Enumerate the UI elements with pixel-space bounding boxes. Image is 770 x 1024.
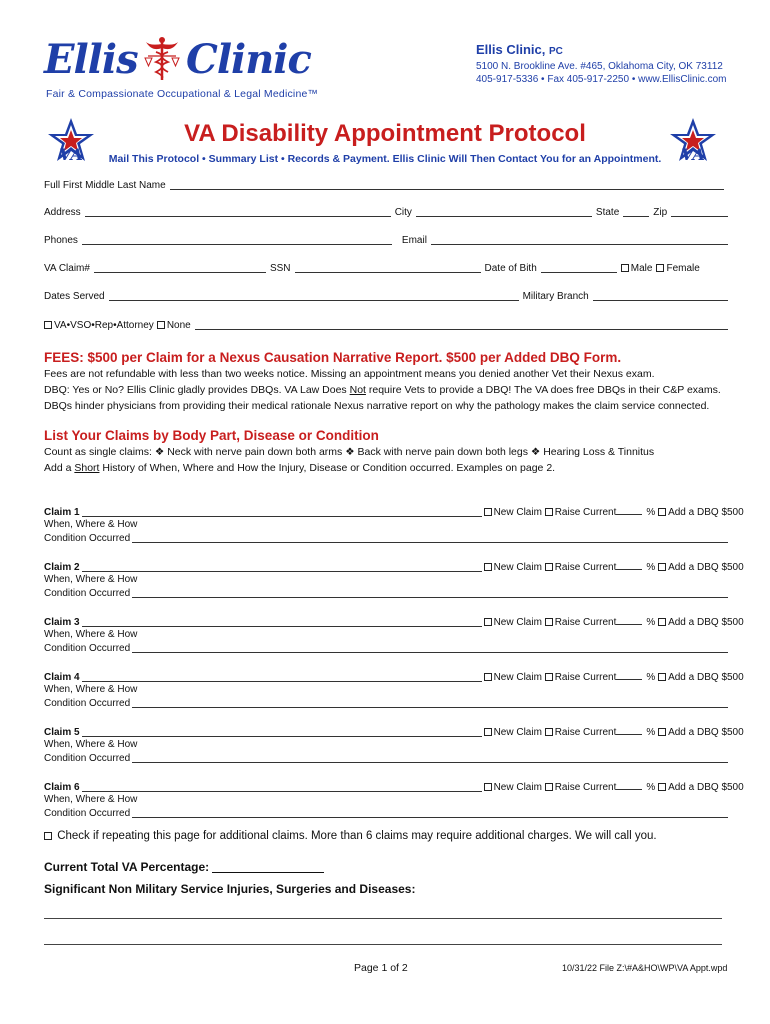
claim-options: New Claim Raise Current % Add a DBQ $500 bbox=[484, 671, 744, 683]
none-checkbox[interactable] bbox=[157, 321, 165, 329]
claim-block bbox=[44, 726, 744, 770]
fees-line-1: Fees are not refundable with less than two weeks notice. Missing an appointment means you denied another Vet their Nexus exam. bbox=[44, 368, 655, 380]
badge-va-text: VA bbox=[59, 145, 83, 164]
claims-instructions-1: Count as single claims: ❖ Neck with nerve pain down both arms ❖ Back with nerve pain down both legs ❖ Hearing Loss & Tinnitus bbox=[44, 446, 655, 458]
add-dbq-checkbox[interactable] bbox=[658, 563, 666, 571]
phones-field[interactable] bbox=[82, 236, 392, 245]
current-va-percentage-field[interactable] bbox=[212, 861, 324, 873]
condition-label: Condition Occurred bbox=[44, 698, 131, 709]
raise-current-checkbox[interactable] bbox=[545, 728, 553, 736]
claim-description-field[interactable] bbox=[82, 508, 482, 517]
claim-description-field[interactable] bbox=[82, 563, 482, 572]
raise-current-checkbox[interactable] bbox=[545, 508, 553, 516]
raise-current-checkbox[interactable] bbox=[545, 563, 553, 571]
claim-block bbox=[44, 506, 744, 550]
dates-served-field[interactable] bbox=[109, 292, 519, 301]
va-claim-label: VA Claim# bbox=[44, 263, 90, 274]
logo-word-ellis: Ellis bbox=[44, 36, 138, 83]
claim-block bbox=[44, 561, 744, 605]
claim-options: New Claim Raise Current % Add a DBQ $500 bbox=[484, 616, 744, 628]
representation-field[interactable] bbox=[195, 321, 728, 330]
new-claim-option[interactable]: New Claim bbox=[484, 672, 542, 683]
zip-label: Zip bbox=[653, 207, 668, 218]
add-dbq-option[interactable]: Add a DBQ $500 bbox=[658, 782, 744, 793]
email-label: Email bbox=[401, 235, 427, 246]
condition-label: Condition Occurred bbox=[44, 533, 131, 544]
claim-options: New Claim Raise Current % Add a DBQ $500 bbox=[484, 506, 744, 518]
raise-percent-field[interactable] bbox=[616, 616, 642, 625]
phones-row bbox=[44, 235, 728, 246]
raise-percent-field[interactable] bbox=[616, 781, 642, 790]
military-branch-field[interactable] bbox=[593, 292, 728, 301]
claim-header-row bbox=[44, 726, 744, 738]
new-claim-option[interactable]: New Claim bbox=[484, 782, 542, 793]
page-title: VA Disability Appointment Protocol bbox=[184, 120, 586, 147]
page-subtitle: Mail This Protocol • Summary List • Records & Payment. Ellis Clinic Will Then Contact You for an Appointment. bbox=[108, 153, 662, 165]
add-dbq-checkbox[interactable] bbox=[658, 508, 666, 516]
raise-current-option[interactable]: Raise Current bbox=[545, 672, 617, 683]
page-number: Page 1 of 2 bbox=[354, 962, 408, 974]
male-checkbox[interactable] bbox=[621, 264, 629, 272]
add-dbq-option[interactable]: Add a DBQ $500 bbox=[658, 507, 744, 518]
state-label: State bbox=[595, 207, 620, 218]
ssn-label: SSN bbox=[269, 263, 291, 274]
clinic-contact-block bbox=[476, 42, 736, 85]
when-where-label: When, Where & How bbox=[44, 574, 138, 585]
condition-row bbox=[44, 588, 728, 599]
raise-current-option[interactable]: Raise Current bbox=[545, 727, 617, 738]
add-dbq-option[interactable]: Add a DBQ $500 bbox=[658, 727, 744, 738]
raise-current-checkbox[interactable] bbox=[545, 783, 553, 791]
fees-heading: FEES: $500 per Claim for a Nexus Causation Narrative Report. $500 per Added DBQ Form. bbox=[44, 350, 622, 365]
claim-label: Claim 6 bbox=[44, 782, 80, 793]
when-where-label: When, Where & How bbox=[44, 794, 138, 805]
claim-label: Claim 1 bbox=[44, 507, 80, 518]
repeat-page-option[interactable]: Check if repeating this page for additional claims. More than 6 claims may require additional charges. We will call you. bbox=[44, 830, 657, 842]
claim-description-field[interactable] bbox=[82, 728, 482, 737]
when-where-label: When, Where & How bbox=[44, 684, 138, 695]
claim-description-field[interactable] bbox=[82, 673, 482, 682]
claim-options: New Claim Raise Current % Add a DBQ $500 bbox=[484, 726, 744, 738]
claim-label: Claim 3 bbox=[44, 617, 80, 628]
new-claim-option[interactable]: New Claim bbox=[484, 617, 542, 628]
condition-field[interactable] bbox=[132, 754, 728, 763]
raise-percent-field[interactable] bbox=[616, 506, 642, 515]
male-option[interactable]: Male bbox=[621, 263, 653, 274]
claim-header-row bbox=[44, 781, 744, 793]
condition-field[interactable] bbox=[132, 699, 728, 708]
raise-current-option[interactable]: Raise Current bbox=[545, 562, 617, 573]
city-field[interactable] bbox=[416, 208, 592, 217]
city-label: City bbox=[394, 207, 412, 218]
ellis-clinic-logo bbox=[44, 36, 319, 108]
condition-row bbox=[44, 643, 728, 654]
new-claim-checkbox[interactable] bbox=[484, 728, 492, 736]
claim-header-row bbox=[44, 671, 744, 683]
claim-description-field[interactable] bbox=[82, 783, 482, 792]
clinic-name: Ellis Clinic, PC bbox=[476, 42, 563, 57]
raise-percent-field[interactable] bbox=[616, 726, 642, 735]
condition-field[interactable] bbox=[132, 809, 728, 818]
add-dbq-option[interactable]: Add a DBQ $500 bbox=[658, 562, 744, 573]
file-reference: 10/31/22 File Z:\#A&HO\WP\VA Appt.wpd bbox=[562, 963, 728, 973]
new-claim-checkbox[interactable] bbox=[484, 508, 492, 516]
dob-field[interactable] bbox=[541, 264, 617, 273]
claim-ssn-row bbox=[44, 263, 728, 274]
raise-current-checkbox[interactable] bbox=[545, 618, 553, 626]
condition-field[interactable] bbox=[132, 589, 728, 598]
current-va-percentage: Current Total VA Percentage: bbox=[44, 860, 324, 874]
dates-served-label: Dates Served bbox=[44, 291, 105, 302]
claim-options: New Claim Raise Current % Add a DBQ $500 bbox=[484, 781, 744, 793]
female-option[interactable]: Female bbox=[656, 263, 699, 274]
condition-label: Condition Occurred bbox=[44, 643, 131, 654]
condition-label: Condition Occurred bbox=[44, 753, 131, 764]
logo-tagline: Fair & Compassionate Occupational & Legal Medicine™ bbox=[46, 88, 319, 100]
add-dbq-checkbox[interactable] bbox=[658, 673, 666, 681]
condition-row bbox=[44, 753, 728, 764]
claim-block bbox=[44, 616, 744, 660]
dob-label: Date of Bith bbox=[484, 263, 537, 274]
non-military-heading: Significant Non Military Service Injuries, Surgeries and Diseases: bbox=[44, 882, 416, 896]
claim-label: Claim 5 bbox=[44, 727, 80, 738]
add-dbq-checkbox[interactable] bbox=[658, 728, 666, 736]
ssn-field[interactable] bbox=[295, 264, 481, 273]
add-dbq-option[interactable]: Add a DBQ $500 bbox=[658, 672, 744, 683]
clinic-contact: 405-917-5336 • Fax 405-917-2250 • www.EllisClinic.com bbox=[476, 74, 727, 85]
new-claim-option[interactable]: New Claim bbox=[484, 727, 542, 738]
military-branch-label: Military Branch bbox=[522, 291, 589, 302]
add-dbq-checkbox[interactable] bbox=[658, 618, 666, 626]
logo-word-clinic: Clinic bbox=[186, 36, 311, 83]
raise-percent-field[interactable] bbox=[616, 561, 642, 570]
raise-current-checkbox[interactable] bbox=[545, 673, 553, 681]
representation-row bbox=[44, 320, 728, 331]
address-row bbox=[44, 207, 728, 218]
condition-row bbox=[44, 533, 728, 544]
claim-label: Claim 4 bbox=[44, 672, 80, 683]
zip-field[interactable] bbox=[671, 208, 728, 217]
claim-header-row bbox=[44, 561, 744, 573]
claim-header-row bbox=[44, 506, 744, 518]
raise-percent-field[interactable] bbox=[616, 671, 642, 680]
add-dbq-option[interactable]: Add a DBQ $500 bbox=[658, 617, 744, 628]
state-field[interactable] bbox=[623, 208, 649, 217]
condition-field[interactable] bbox=[132, 644, 728, 653]
claim-label: Claim 2 bbox=[44, 562, 80, 573]
badge-va-text: VA bbox=[681, 145, 705, 164]
clinic-address: 5100 N. Brookline Ave. #465, Oklahoma City, OK 73112 bbox=[476, 61, 723, 72]
add-dbq-checkbox[interactable] bbox=[658, 783, 666, 791]
claim-options: New Claim Raise Current % Add a DBQ $500 bbox=[484, 561, 744, 573]
claims-instructions-2: Add a Short History of When, Where and How the Injury, Disease or Condition occurred. Examples on page 2. bbox=[44, 462, 556, 474]
new-claim-checkbox[interactable] bbox=[484, 783, 492, 791]
fees-line-2: DBQ: Yes or No? Ellis Clinic gladly provides DBQs. VA Law Does Not require Vets to provide a DBQ! The VA does free DBQs in their C&P exams. bbox=[44, 384, 721, 396]
new-claim-checkbox[interactable] bbox=[484, 618, 492, 626]
new-claim-option[interactable]: New Claim bbox=[484, 507, 542, 518]
claim-block bbox=[44, 781, 744, 825]
caduceus-icon bbox=[142, 36, 182, 82]
raise-current-option[interactable]: Raise Current bbox=[545, 782, 617, 793]
full-name-row bbox=[44, 180, 728, 191]
non-military-line-1[interactable] bbox=[44, 918, 722, 919]
new-claim-checkbox[interactable] bbox=[484, 673, 492, 681]
claim-header-row bbox=[44, 616, 744, 628]
phones-label: Phones bbox=[44, 235, 78, 246]
repeat-page-checkbox[interactable] bbox=[44, 832, 52, 840]
claims-heading: List Your Claims by Body Part, Disease or Condition bbox=[44, 428, 379, 443]
email-field[interactable] bbox=[431, 236, 728, 245]
condition-label: Condition Occurred bbox=[44, 588, 131, 599]
claim-description-field[interactable] bbox=[82, 618, 482, 627]
rep-checkbox[interactable] bbox=[44, 321, 52, 329]
female-checkbox[interactable] bbox=[656, 264, 664, 272]
when-where-label: When, Where & How bbox=[44, 739, 138, 750]
condition-field[interactable] bbox=[132, 534, 728, 543]
full-name-label: Full First Middle Last Name bbox=[44, 180, 166, 191]
non-military-line-2[interactable] bbox=[44, 944, 722, 945]
new-claim-checkbox[interactable] bbox=[484, 563, 492, 571]
raise-current-option[interactable]: Raise Current bbox=[545, 507, 617, 518]
condition-row bbox=[44, 808, 728, 819]
va-claim-field[interactable] bbox=[94, 264, 266, 273]
new-claim-option[interactable]: New Claim bbox=[484, 562, 542, 573]
none-option[interactable]: None bbox=[157, 320, 191, 331]
condition-label: Condition Occurred bbox=[44, 808, 131, 819]
fees-line-3: DBQs hinder physicians from providing their medical rationale Nexus narrative report on why the pathology makes the claim service connected. bbox=[44, 400, 710, 412]
rep-option[interactable]: VA•VSO•Rep•Attorney bbox=[44, 320, 154, 331]
when-where-label: When, Where & How bbox=[44, 519, 138, 530]
claim-block bbox=[44, 671, 744, 715]
condition-row bbox=[44, 698, 728, 709]
service-row bbox=[44, 291, 728, 302]
full-name-field[interactable] bbox=[170, 181, 724, 190]
when-where-label: When, Where & How bbox=[44, 629, 138, 640]
address-label: Address bbox=[44, 207, 81, 218]
raise-current-option[interactable]: Raise Current bbox=[545, 617, 617, 628]
address-field[interactable] bbox=[85, 208, 391, 217]
